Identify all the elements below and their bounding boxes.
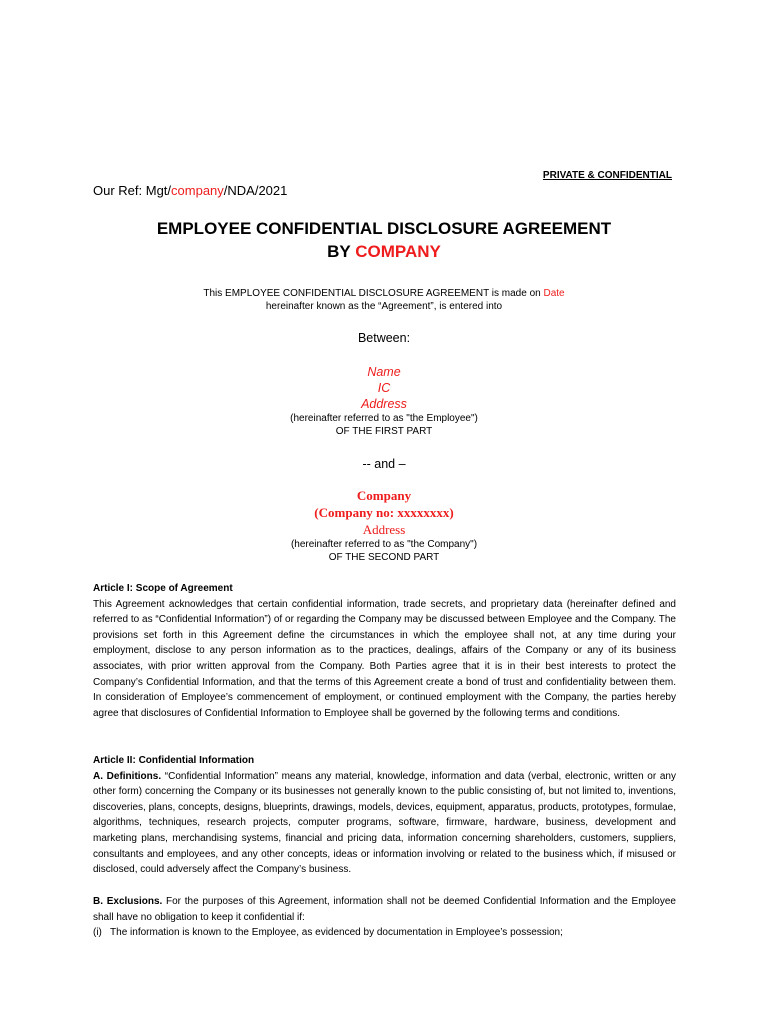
first-part-label: OF THE FIRST PART (335, 426, 433, 437)
employee-name: Name (367, 365, 401, 379)
and-separator: -- and – (362, 457, 406, 471)
employee-ic: IC (377, 381, 391, 395)
company-referred: (hereinafter referred to as "the Company") (290, 539, 478, 550)
exclusions-paragraph (93, 894, 676, 925)
reference-line (93, 183, 287, 198)
intro-line2: hereinafter known as the “Agreement”, is entered into (265, 301, 503, 312)
exclusions-label: B. Exclusions. (93, 896, 163, 907)
employee-referred: (hereinafter referred to as "the Employee") (290, 413, 478, 424)
article-2 (93, 753, 676, 878)
intro-paragraph (0, 287, 768, 313)
between-label: Between: (357, 331, 411, 345)
intro-line1 (0, 287, 768, 300)
ref-prefix: Our Ref: Mgt/ (93, 183, 172, 198)
definitions-label: A. Definitions. (93, 770, 162, 782)
title-company: COMPANY (355, 242, 441, 261)
document-title (0, 217, 768, 263)
company-address: Address (362, 522, 406, 537)
employee-address: Address (361, 397, 407, 411)
intro-line1-text: This EMPLOYEE CONFIDENTIAL DISCLOSURE AGREEMENT is made on (203, 288, 544, 299)
article-1 (93, 581, 676, 721)
title-by: BY (327, 242, 356, 261)
article-2-heading: Article II: Confidential Information (93, 755, 255, 766)
company-number: (Company no: xxxxxxxx) (314, 505, 454, 520)
ref-suffix: /NDA/2021 (223, 183, 288, 198)
exclusions-section (93, 894, 676, 941)
second-part-label: OF THE SECOND PART (328, 552, 440, 563)
first-party-block (0, 364, 768, 438)
article-1-heading: Article I: Scope of Agreement (93, 583, 233, 594)
exclusion-item-1: (i) The information is known to the Employee, as evidenced by documentation in Employee’s possession; (93, 927, 563, 939)
exclusions-text: For the purposes of this Agreement, information shall not be deemed Confidential Information and the Employee shall have no obligation to keep it confidential if: (93, 896, 676, 923)
article-1-text: This Agreement acknowledges that certain confidential information, trade secrets, and proprietary data (hereinafter defined and referred to as “Confidential Information”) of or regarding the Company may be discussed between Employee and the Company. The provisions set forth in this Agreement define the circumstances in which the employee shall not, at any time during your employment, disclose to any person information as to the practices, dealings, affairs of the Company or any of its business associates, with prior written approval from the Company. Both Parties agree that it is in their best interests to protect the Company’s Confidential Information, and that the terms of this Agreement create a bond of trust and confidentiality between them. In consideration of Employee’s commencement of employment, or continued employment with the Company, the parties hereby agree that disclosures of Confidential Information to Employee shall be governed by the following terms and conditions. (93, 598, 676, 719)
intro-date: Date (543, 288, 565, 299)
second-party-block (0, 487, 768, 564)
definitions-text: “Confidential Information” means any material, knowledge, information and data (verbal, electronic, written or any other form) concerning the Company or its businesses not generally known to the public consisting of, but not limited to, inventions, discoveries, plans, concepts, designs, blueprints, drawings, models, devices, equipment, apparatus, products, prototypes, formulae, algorithms, techniques, research projects, computer programs, software, firmware, hardware, business, development and marketing plans, merchandising systems, financial and pricing data, information concerning shareholders, customers, suppliers, consultants and employees, and any other concepts, ideas or information involving or related to the business which, if misused or disclosed, could adversely affect the Company’s business. (93, 770, 676, 876)
confidential-label: PRIVATE & CONFIDENTIAL (542, 170, 672, 181)
title-line2 (0, 240, 768, 263)
company-name: Company (356, 488, 412, 503)
definitions-paragraph (93, 769, 676, 878)
ref-company: company (171, 183, 224, 198)
title-line1: EMPLOYEE CONFIDENTIAL DISCLOSURE AGREEMENT (156, 219, 612, 238)
